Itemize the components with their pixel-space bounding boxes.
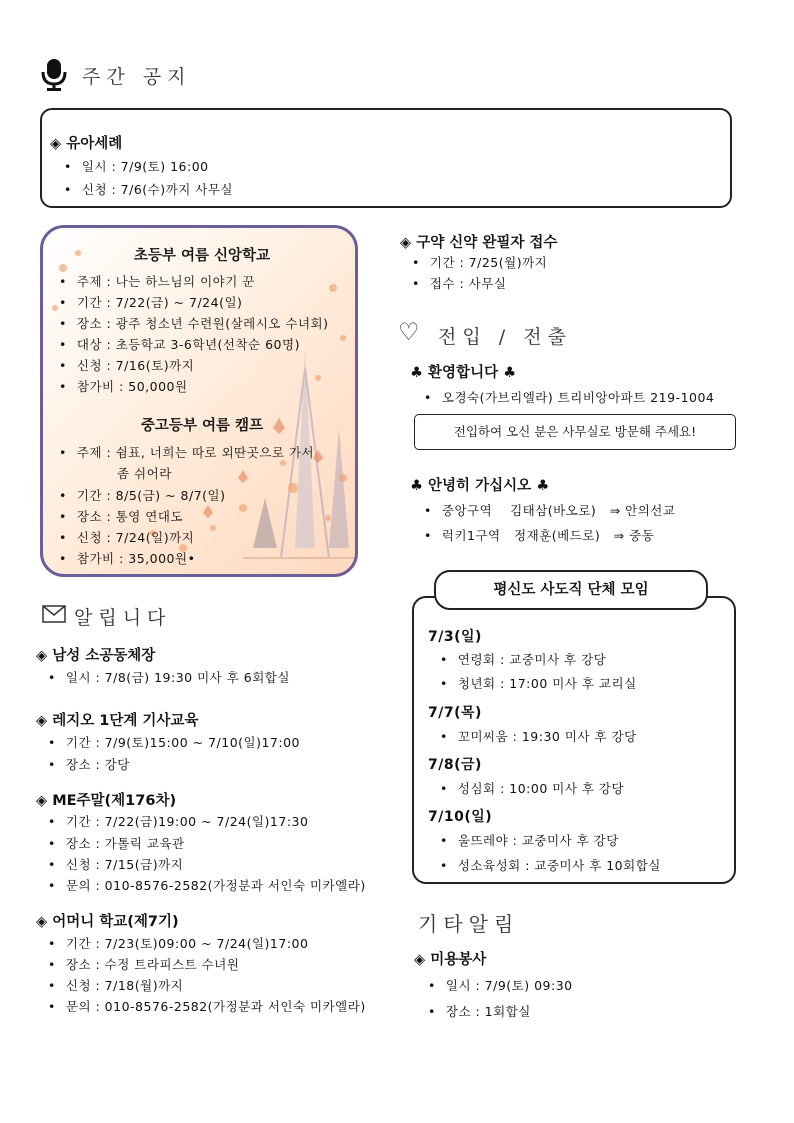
bible-title: ◈ 구약 신약 완필자 접수 <box>400 235 558 251</box>
announce-line: • 문의 : 010-8576-2582(가정분과 서인숙 미카엘라) <box>48 876 366 894</box>
bible-line: • 기간 : 7/25(월)까지 <box>412 253 547 271</box>
elementary-line: • 주제 : 나는 하느님의 이야기 꾼 <box>59 272 255 290</box>
announce-line: • 기간 : 7/22(금)19:00 ~ 7/24(일)17:30 <box>48 812 308 830</box>
announce-line: • 기간 : 7/9(토)15:00 ~ 7/10(일)17:00 <box>48 733 300 751</box>
baptism-line: • 신청 : 7/6(수)까지 사무실 <box>64 180 233 198</box>
announce-line: • 일시 : 7/8(금) 19:30 미사 후 6회합실 <box>48 668 290 686</box>
youth-line: • 참가비 : 35,000원• <box>59 549 195 567</box>
lay-date: 7/7(목) <box>428 705 482 721</box>
announce-section-title: ◈ 어머니 학교(제7기) <box>36 914 179 930</box>
welcome-note: 전입하여 오신 분은 사무실로 방문해 주세요! <box>414 414 736 450</box>
elementary-camp-title: 초등부 여름 신앙학교 <box>133 248 271 264</box>
youth-line: • 주제 : 쉼표, 너희는 따로 외딴곳으로 가서 <box>59 443 314 461</box>
baptism-box <box>40 108 732 208</box>
baptism-line: • 일시 : 7/9(토) 16:00 <box>64 157 209 175</box>
elementary-line: • 대상 : 초등학교 3-6학년(선착순 60명) <box>59 335 300 353</box>
lay-date: 7/8(금) <box>428 757 482 773</box>
announce-line: • 신청 : 7/15(금)까지 <box>48 855 183 873</box>
lay-item: • 꼬미씨움 : 19:30 미사 후 강당 <box>440 727 637 745</box>
other-section-title: ◈ 미용봉사 <box>414 952 487 968</box>
envelope-icon <box>42 605 66 627</box>
lay-date: 7/3(일) <box>428 629 482 645</box>
elementary-line: • 참가비 : 50,000원 <box>59 377 188 395</box>
announce-title: 알립니다 <box>74 607 172 629</box>
lay-groups-box <box>412 596 736 884</box>
youth-line: • 기간 : 8/5(금) ~ 8/7(일) <box>59 486 226 504</box>
heart-icon: ♡ <box>398 318 420 346</box>
elementary-line: • 장소 : 광주 청소년 수련원(살레시오 수녀회) <box>59 314 328 332</box>
announce-section-title: ◈ ME주말(제176차) <box>36 793 177 809</box>
lay-item: • 울뜨레야 : 교중미사 후 강당 <box>440 831 619 849</box>
elementary-line: • 기간 : 7/22(금) ~ 7/24(일) <box>59 293 242 311</box>
summer-school-box <box>40 225 358 577</box>
microphone-icon <box>40 58 68 96</box>
announce-line: • 장소 : 수정 트라피스트 수녀원 <box>48 955 239 973</box>
baptism-title: ◈ 유아세례 <box>50 136 123 152</box>
lay-item: • 연령회 : 교중미사 후 강당 <box>440 650 606 668</box>
elementary-line: • 신청 : 7/16(토)까지 <box>59 356 194 374</box>
lay-groups-title: 평신도 사도직 단체 모임 <box>434 570 708 610</box>
other-line: • 장소 : 1회합실 <box>428 1002 531 1020</box>
youth-line: • 장소 : 통영 연대도 <box>59 507 183 525</box>
lay-item: • 청년회 : 17:00 미사 후 교리실 <box>440 674 637 692</box>
announce-line: • 문의 : 010-8576-2582(가정분과 서인숙 미카엘라) <box>48 997 366 1015</box>
goodbye-title: ♣ 안녕히 가십시오 ♣ <box>410 478 550 494</box>
announce-section-title: ◈ 레지오 1단계 기사교육 <box>36 713 199 729</box>
lay-item: • 성소육성회 : 교중미사 후 10회합실 <box>440 856 661 874</box>
goodbye-line: • 럭키1구역 정재훈(베드로) ⇒ 중동 <box>424 526 654 544</box>
welcome-line: • 오경숙(가브리엘라) 트리비앙아파트 219-1004 <box>424 388 714 406</box>
youth-line: • 신청 : 7/24(일)까지 <box>59 528 194 546</box>
announce-line: • 신청 : 7/18(월)까지 <box>48 976 183 994</box>
other-title: 기타알림 <box>418 912 520 936</box>
lay-item: • 성심회 : 10:00 미사 후 강당 <box>440 779 624 797</box>
welcome-title: ♣ 환영합니다 ♣ <box>410 365 517 381</box>
announce-line: • 기간 : 7/23(토)09:00 ~ 7/24(일)17:00 <box>48 934 308 952</box>
announce-line: • 장소 : 강당 <box>48 755 130 773</box>
youth-line: 좀 쉬어라 <box>117 466 172 481</box>
youth-camp-title: 중고등부 여름 캠프 <box>140 418 264 434</box>
transfer-title: 전입 / 전출 <box>438 326 572 348</box>
lay-date: 7/10(일) <box>428 809 493 825</box>
other-line: • 일시 : 7/9(토) 09:30 <box>428 976 573 994</box>
weekly-notice-title: 주간 공지 <box>82 66 192 88</box>
bible-line: • 접수 : 사무실 <box>412 274 506 292</box>
announce-section-title: ◈ 남성 소공동체장 <box>36 648 156 664</box>
announce-line: • 장소 : 가톨릭 교육관 <box>48 834 185 852</box>
goodbye-line: • 중앙구역 김태삼(바오로) ⇒ 안의선교 <box>424 501 675 519</box>
